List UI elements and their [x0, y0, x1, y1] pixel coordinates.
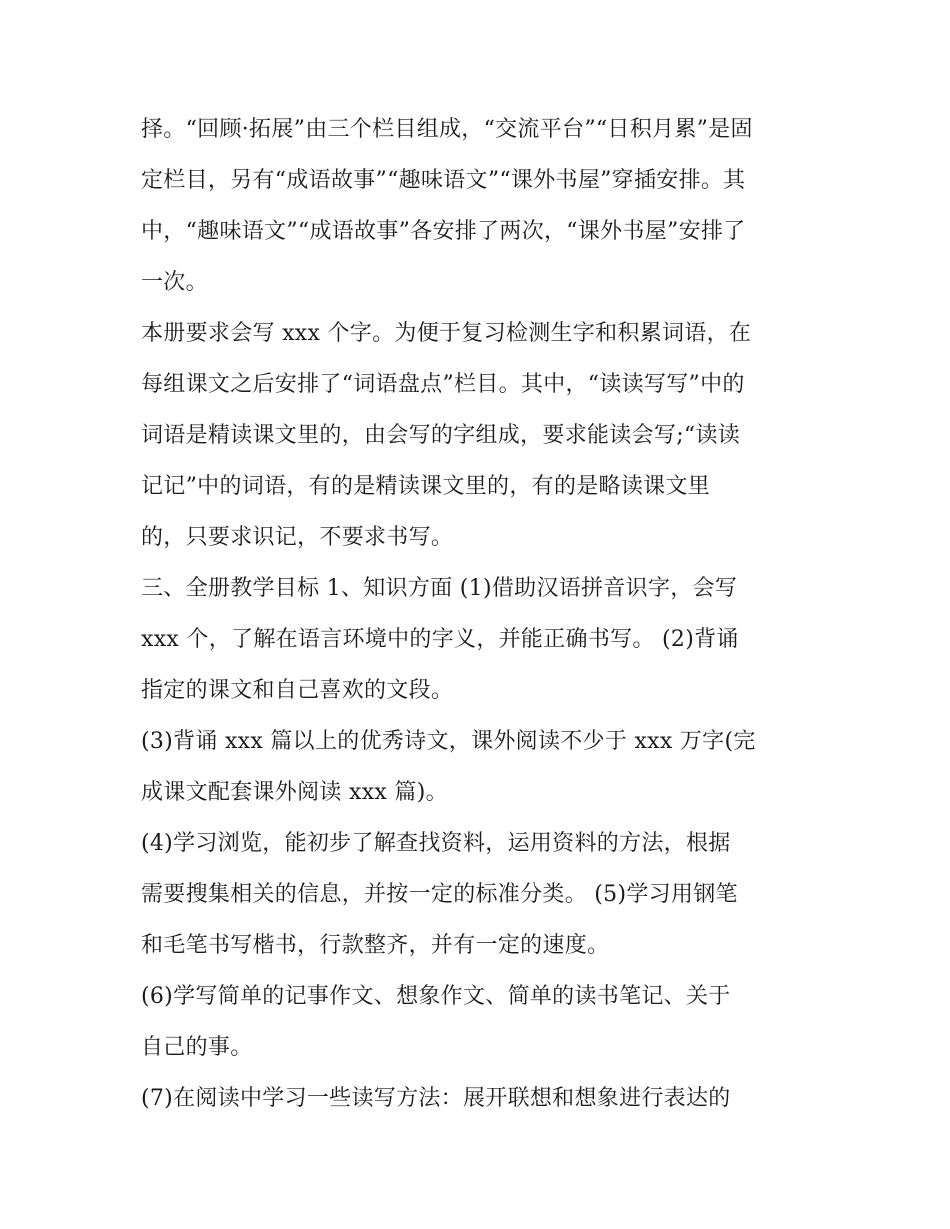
text-line: xxx 个，了解在语言环境中的字义，并能正确书写。 (2)背诵	[141, 627, 739, 652]
text-line: (3)背诵 xxx 篇以上的优秀诗文，课外阅读不少于 xxx 万字(完	[141, 729, 756, 754]
text-line: 择。“回顾·拓展”由三个栏目组成，“交流平台”“日积月累”是固	[141, 117, 753, 142]
text-line: 一次。	[141, 270, 208, 295]
text-line: 每组课文之后安排了“词语盘点”栏目。其中，“读读写写”中的	[141, 372, 745, 397]
document-body	[141, 104, 821, 1124]
text-line: (7)在阅读中学习一些读写方法：展开联想和想象进行表达的	[141, 1086, 731, 1111]
text-line: 的，只要求识记，不要求书写。	[141, 525, 454, 550]
text-line: 自己的事。	[141, 1035, 253, 1060]
text-line: 成课文配套课外阅读 xxx 篇)。	[141, 780, 448, 805]
text-line: 词语是精读课文里的，由会写的字组成，要求能读会写;“读读	[141, 423, 741, 448]
text-line: (4)学习浏览，能初步了解查找资料，运用资料的方法，根据	[141, 831, 731, 856]
text-line: 定栏目，另有“成语故事”“趣味语文”“课外书屋”穿插安排。其	[141, 168, 746, 193]
text-line: 指定的课文和自己喜欢的文段。	[141, 678, 454, 703]
text-line: (6)学写简单的记事作文、想象作文、简单的读书笔记、关于	[141, 984, 731, 1009]
text-line: 三、全册教学目标 1、知识方面 (1)借助汉语拼音识字，会写	[141, 576, 738, 601]
text-line: 需要搜集相关的信息，并按一定的标准分类。 (5)学习用钢笔	[141, 882, 738, 907]
text-line: 记记”中的词语，有的是精读课文里的，有的是略读课文里	[141, 474, 711, 499]
text-line: 和毛笔书写楷书，行款整齐，并有一定的速度。	[141, 933, 610, 958]
text-line: 中，“趣味语文”“成语故事”各安排了两次，“课外书屋”安排了	[141, 219, 746, 244]
text-line: 本册要求会写 xxx 个字。为便于复习检测生字和积累词语，在	[141, 321, 752, 346]
